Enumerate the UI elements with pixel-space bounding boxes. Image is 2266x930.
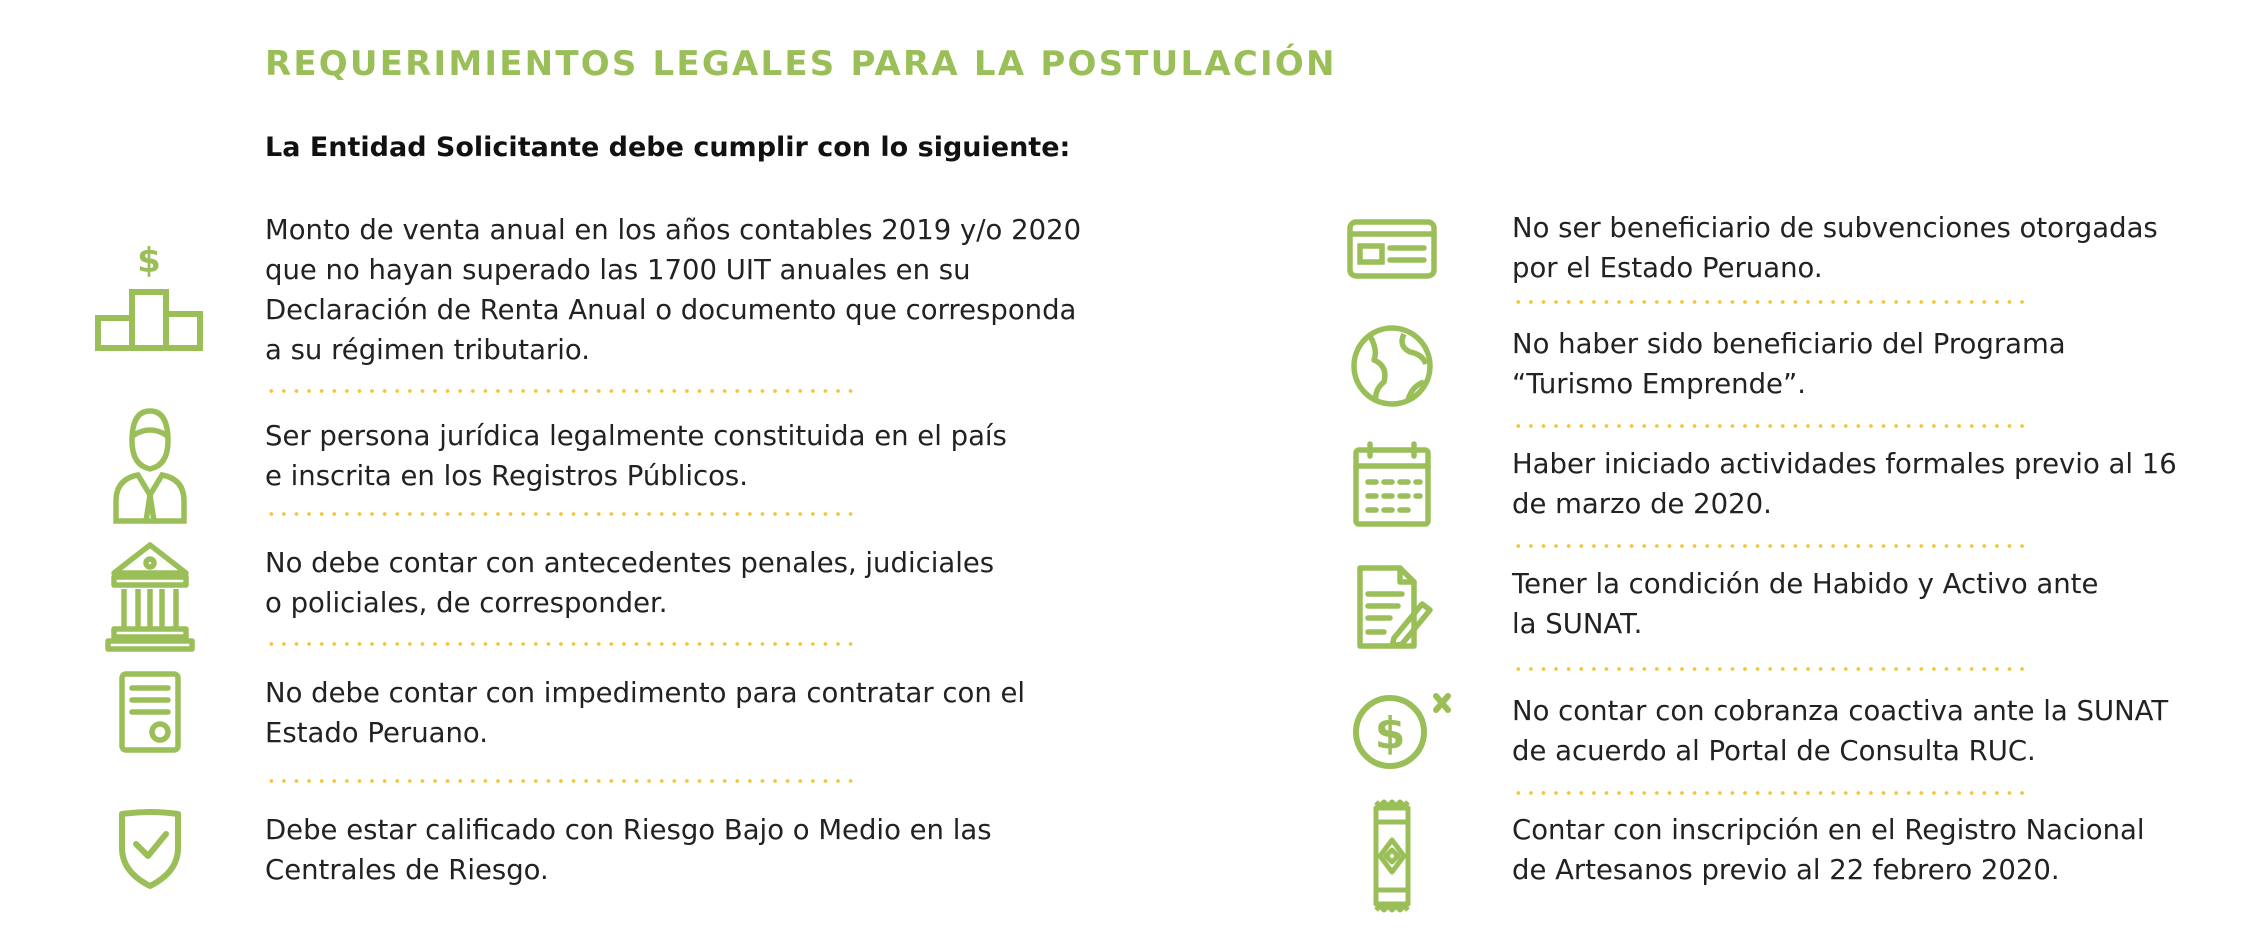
requirement-text: Debe estar calificado con Riesgo Bajo o Medio en las Centrales de Riesgo. <box>265 814 992 886</box>
dotted-divider <box>1512 424 2032 428</box>
certificate-document-icon <box>80 670 220 790</box>
dotted-divider <box>1512 667 2032 671</box>
requirement-text: Monto de venta anual en los años contables 2019 y/o 2020 que no hayan superado las 1700 UIT anuales en su Declaración de Renta Anual o documento que corresponda a su régimen tributario. <box>265 214 1082 366</box>
shield-check-icon <box>80 802 220 922</box>
requirement-text: No contar con cobranza coactiva ante la SUNAT de acuerdo al Portal de Consulta RUC. <box>1512 695 2169 767</box>
calendar-icon <box>1318 440 1478 560</box>
requirement-text: Ser persona jurídica legalmente constituida en el país e inscrita en los Registros Públicos. <box>265 420 1007 492</box>
business-person-icon <box>80 405 220 525</box>
id-card-icon <box>1318 208 1478 328</box>
document-pen-icon <box>1318 560 1478 680</box>
dotted-divider <box>265 389 861 393</box>
page-title: REQUERIMIENTOS LEGALES PARA LA POSTULACIÓN <box>265 44 1337 84</box>
dotted-divider <box>265 642 861 646</box>
page-subtitle: La Entidad Solicitante debe cumplir con lo siguiente: <box>265 132 1071 163</box>
dotted-divider <box>1512 791 2032 795</box>
requirement-text: No debe contar con impedimento para contratar con el Estado Peruano. <box>265 677 1026 749</box>
dotted-divider <box>1512 300 2032 304</box>
podium-dollar-icon <box>80 232 220 352</box>
dotted-divider <box>265 779 861 783</box>
bank-building-icon <box>80 535 220 655</box>
globe-icon <box>1318 320 1478 440</box>
svg-text:$: $ <box>1374 708 1406 759</box>
requirement-text: Haber iniciado actividades formales previo al 16 de marzo de 2020. <box>1512 448 2177 520</box>
requirement-text: Contar con inscripción en el Registro Nacional de Artesanos previo al 22 febrero 2020. <box>1512 814 2145 886</box>
svg-text:$: $ <box>137 241 161 281</box>
dotted-divider <box>1512 544 2032 548</box>
textile-weaving-icon <box>1318 798 1478 918</box>
dollar-cancel-icon <box>1318 688 1478 808</box>
requirement-text: No ser beneficiario de subvenciones otorgadas por el Estado Peruano. <box>1512 212 2158 284</box>
dotted-divider <box>265 512 861 516</box>
requirement-text: No debe contar con antecedentes penales, judiciales o policiales, de corresponder. <box>265 547 995 619</box>
requirement-text: No haber sido beneficiario del Programa “Turismo Emprende”. <box>1512 328 2066 400</box>
requirement-text: Tener la condición de Habido y Activo ante la SUNAT. <box>1512 568 2099 640</box>
